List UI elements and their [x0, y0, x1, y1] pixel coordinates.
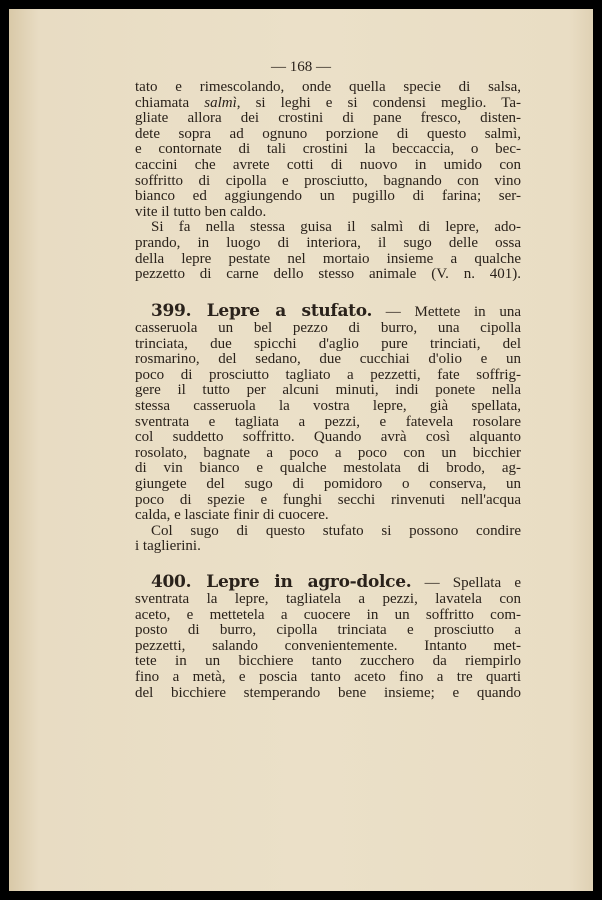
- recipe-399: [135, 301, 522, 555]
- text-line: bianco ed aggiungendo un pugillo di farina; ser-: [135, 188, 521, 205]
- page-number: — 168 —: [271, 59, 331, 75]
- text-segment: , si leghi e si condensi meglio. Ta-: [236, 94, 522, 111]
- text-segment: — Mettete in una: [385, 304, 522, 320]
- text-segment: chiamata: [135, 94, 190, 111]
- text-line: posto di burro, cipolla trinciata e prosciutto a: [135, 622, 521, 639]
- text-line: rosolato, bagnate a poco a poco con un bicchier: [135, 444, 521, 461]
- text-line: poco di prosciutto tagliato a pezzetti, fate soffrig-: [135, 366, 521, 383]
- text-line: pezzetti, salando convenientemente. Intanto met-: [135, 637, 521, 654]
- text-line: dete sopra ad ognuno porzione di questo salmì,: [135, 125, 521, 142]
- text-line: fino a metà, e poscia tanto aceto fino a tre quarti: [135, 668, 521, 685]
- recipe-heading-line: [135, 301, 522, 321]
- text-line: gliate allora dei crostini di pane fresco, disten-: [135, 110, 521, 127]
- text-line: vite il tutto ben caldo.: [135, 203, 267, 220]
- text-line: e contornate di tali crostini la beccaccia, o bec-: [135, 141, 521, 158]
- text-line: della lepre pestate nel mortaio insieme a qualche: [135, 250, 521, 267]
- text-line: i taglierini.: [135, 538, 201, 555]
- text-line: del bicchiere stemperando bene insieme; e quando: [135, 684, 521, 701]
- text-line: sventrata e tagliata a pezzi, e fatevela rosolare: [135, 413, 521, 430]
- text-segment: — Spellata e: [424, 575, 521, 591]
- text-line: prando, in luogo di interiora, il sugo delle ossa: [135, 234, 521, 251]
- recipe-title: 399. Lepre a stufato.: [151, 301, 373, 321]
- text-line: trinciata, due spicchi d'aglio pure trinciati, del: [135, 335, 521, 352]
- italic-term: salmì: [204, 94, 237, 111]
- text-line: poco di spezie e funghi secchi rinvenuti nell'acqua: [135, 491, 521, 508]
- text-line: Col sugo di questo stufato si possono condire: [151, 522, 521, 539]
- text-line: calda, e lasciate finir di cuocere.: [135, 507, 329, 524]
- paragraph-salmi: [135, 80, 521, 283]
- book-page: [9, 9, 593, 891]
- text-line: tato e rimescolando, onde quella specie di salsa,: [135, 79, 521, 95]
- text-line: Si fa nella stessa guisa il salmì di lepre, ado-: [151, 219, 521, 236]
- recipe-title: 400. Lepre in agro-dolce.: [151, 572, 412, 592]
- text-line: col suddetto soffritto. Quando avrà così alquanto: [135, 429, 521, 446]
- text-line: pezzetto di carne dello stesso animale (V. n. 401).: [135, 266, 521, 283]
- text-line: rosmarino, del sedano, due cucchiai d'olio e un: [135, 351, 521, 368]
- text-line: gere il tutto per alcuni minuti, indi ponete nella: [135, 382, 521, 399]
- recipe-heading-line: [135, 572, 521, 592]
- text-line: stessa casseruola la vostra lepre, già spellata,: [135, 397, 521, 414]
- text-line: di vin bianco e qualche mestolata di brodo, ag-: [135, 460, 521, 477]
- text-line: tete in un bicchiere tanto zucchero da riempirlo: [135, 653, 521, 670]
- recipe-400: [135, 572, 521, 701]
- text-line: casseruola un bel pezzo di burro, una cipolla: [135, 320, 521, 336]
- text-line: giungete del sugo di pomidoro o conserva, un: [135, 475, 521, 492]
- text-line: aceto, e mettetela a cuocere in un soffritto com-: [135, 606, 521, 623]
- text-line: caccini che avrete cotti di nuovo in umido con: [135, 156, 521, 173]
- text-line: [135, 96, 521, 112]
- text-line: soffritto di cipolla e prosciutto, bagnando con vino: [135, 172, 521, 189]
- text-line: sventrata la lepre, tagliatela a pezzi, lavatela con: [135, 591, 521, 607]
